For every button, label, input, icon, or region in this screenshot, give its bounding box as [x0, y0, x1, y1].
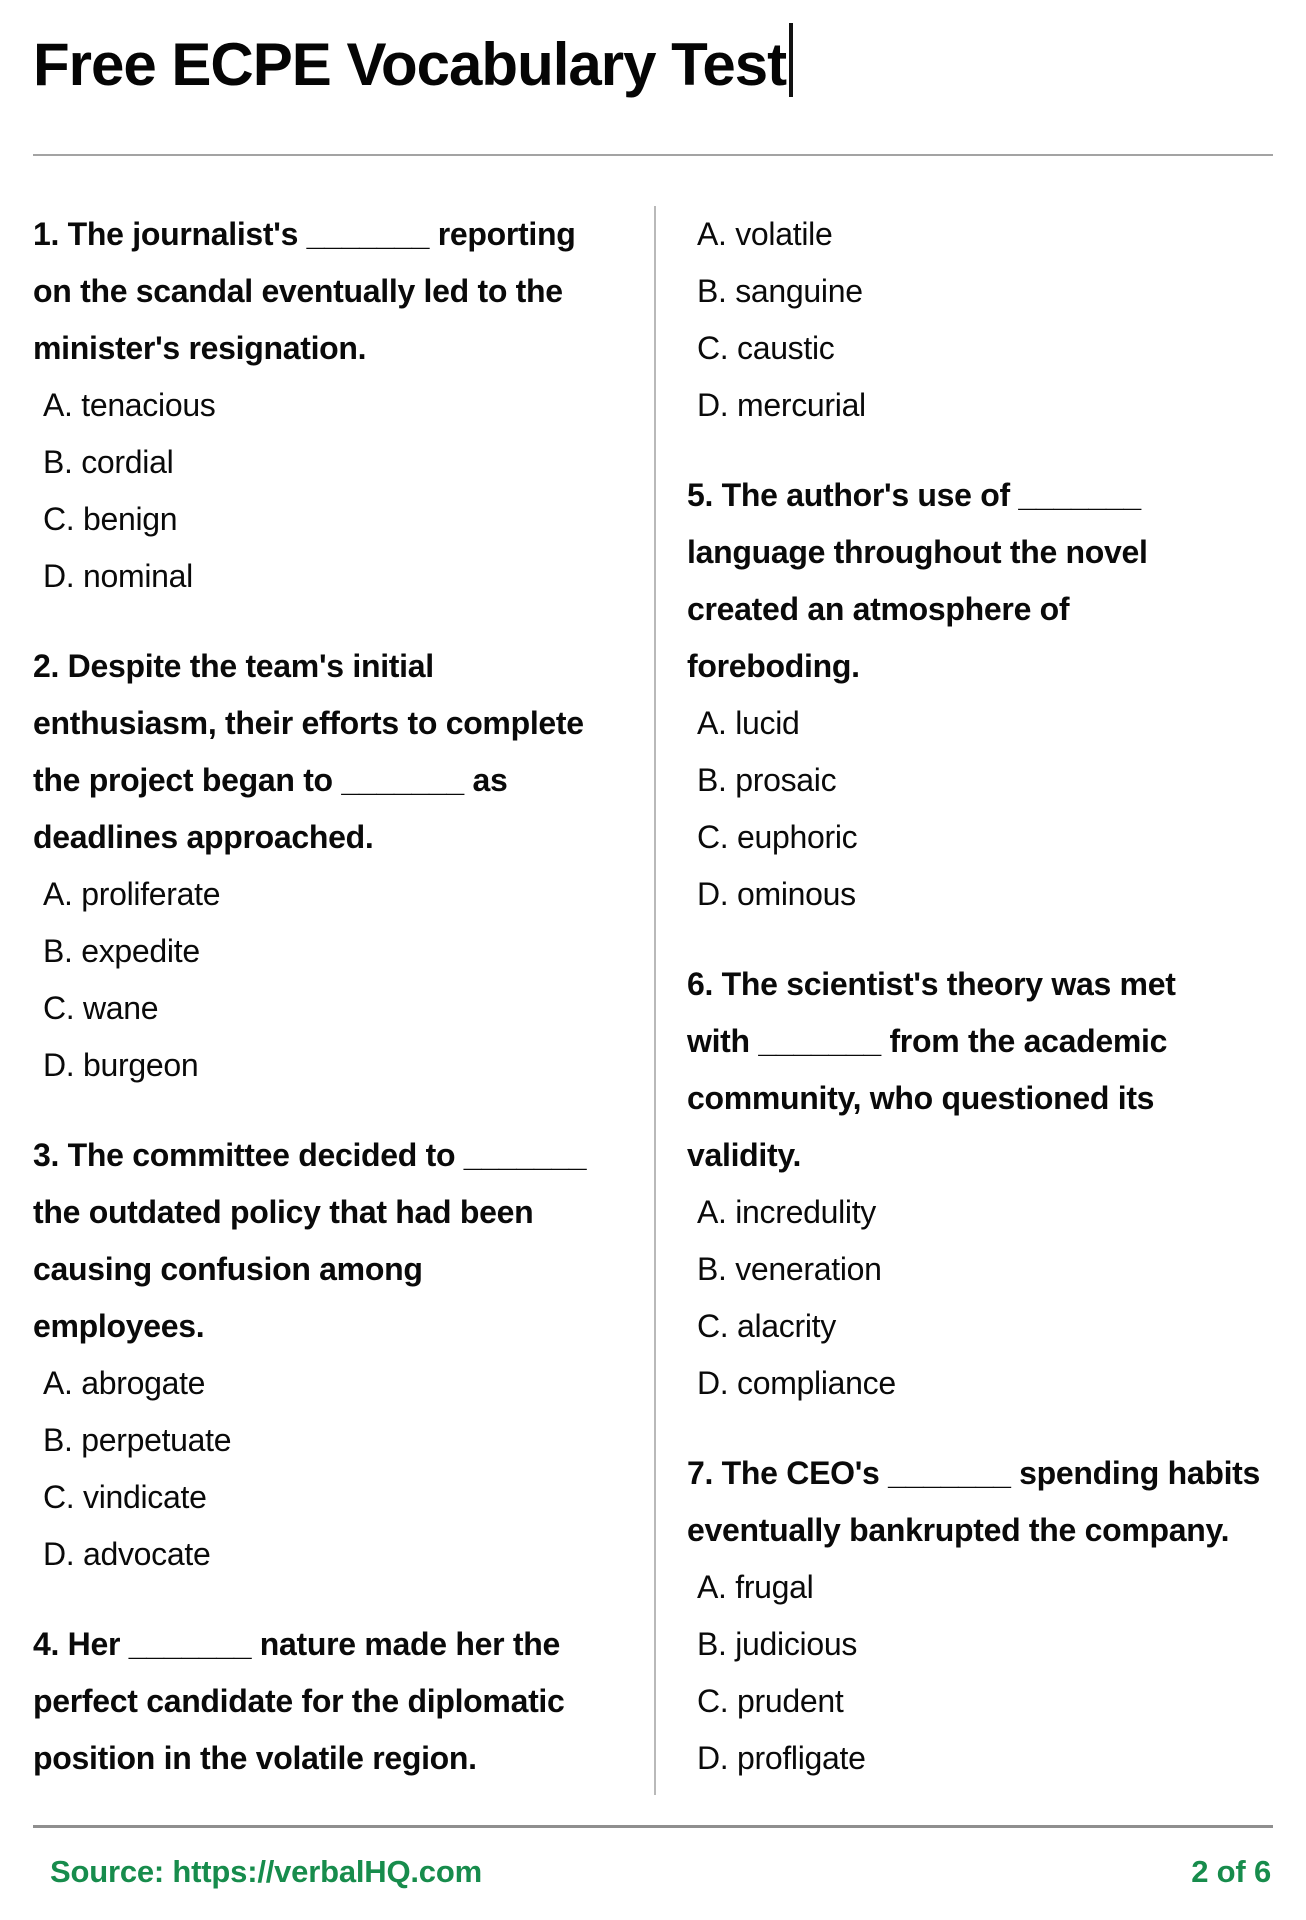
question-line: with _______ from the academic — [687, 1023, 1168, 1059]
question-block — [687, 1445, 1273, 1787]
footer-divider-rule — [33, 1825, 1273, 1828]
page-number: 2 of 6 — [1191, 1854, 1271, 1889]
question-line: community, who questioned its — [687, 1080, 1155, 1116]
question-line: deadlines approached. — [33, 819, 374, 855]
source-link[interactable]: Source: https://verbalHQ.com — [50, 1854, 482, 1889]
question-line: 3. The committee decided to _______ — [33, 1137, 587, 1173]
answer-option: B. sanguine — [697, 273, 863, 309]
answer-option: B. expedite — [43, 933, 200, 969]
question-line: 7. The CEO's _______ spending habits — [687, 1455, 1261, 1491]
question-line: 6. The scientist's theory was met — [687, 966, 1176, 1002]
question-block — [687, 467, 1273, 923]
question-line: perfect candidate for the diplomatic — [33, 1683, 565, 1719]
question-line: created an atmosphere of — [687, 591, 1070, 627]
question-line: minister's resignation. — [33, 330, 367, 366]
question-columns — [33, 206, 1273, 1795]
answer-option: A. volatile — [697, 216, 833, 252]
question-line: enthusiasm, their efforts to complete — [33, 705, 584, 741]
right-column — [656, 206, 1273, 1795]
answer-option: C. wane — [43, 990, 159, 1026]
question-block — [33, 206, 654, 605]
answer-option: D. burgeon — [43, 1047, 199, 1083]
question-line: language throughout the novel — [687, 534, 1148, 570]
answer-option: D. mercurial — [697, 387, 866, 423]
question-line: on the scandal eventually led to the — [33, 273, 563, 309]
question-line: eventually bankrupted the company. — [687, 1512, 1230, 1548]
answer-option: C. caustic — [697, 330, 835, 366]
answer-option: B. prosaic — [697, 762, 837, 798]
question-block — [33, 1127, 654, 1583]
answer-option: B. veneration — [697, 1251, 882, 1287]
answer-option: C. benign — [43, 501, 178, 537]
answer-option: A. incredulity — [697, 1194, 876, 1230]
page-title[interactable]: Free ECPE Vocabulary Test — [33, 31, 787, 98]
answer-option: D. ominous — [697, 876, 856, 912]
answer-option: D. advocate — [43, 1536, 211, 1572]
answer-option: C. alacrity — [697, 1308, 836, 1344]
answer-option: A. proliferate — [43, 876, 221, 912]
answer-option: A. lucid — [697, 705, 800, 741]
question-line: the project began to _______ as — [33, 762, 508, 798]
question-line: validity. — [687, 1137, 802, 1173]
answer-option: B. perpetuate — [43, 1422, 232, 1458]
question-line: the outdated policy that had been — [33, 1194, 534, 1230]
answer-option: B. cordial — [43, 444, 174, 480]
answer-option: A. frugal — [697, 1569, 814, 1605]
footer — [33, 1854, 1273, 1890]
answer-option: D. nominal — [43, 558, 193, 594]
left-column — [33, 206, 654, 1795]
question-block — [687, 206, 1273, 434]
answer-option: A. tenacious — [43, 387, 216, 423]
text-cursor — [789, 23, 793, 97]
title-row — [33, 0, 1273, 98]
answer-option: C. vindicate — [43, 1479, 207, 1515]
question-block — [33, 1616, 654, 1787]
question-line: 1. The journalist's _______ reporting — [33, 216, 576, 252]
question-line: position in the volatile region. — [33, 1740, 477, 1776]
question-line: 4. Her _______ nature made her the — [33, 1626, 560, 1662]
question-line: foreboding. — [687, 648, 860, 684]
answer-option: B. judicious — [697, 1626, 858, 1662]
question-block — [33, 638, 654, 1094]
question-line: causing confusion among — [33, 1251, 423, 1287]
question-line: employees. — [33, 1308, 205, 1344]
answer-option: D. compliance — [697, 1365, 896, 1401]
answer-option: C. prudent — [697, 1683, 844, 1719]
question-line: 5. The author's use of _______ — [687, 477, 1141, 513]
question-line: 2. Despite the team's initial — [33, 648, 434, 684]
answer-option: C. euphoric — [697, 819, 858, 855]
title-divider-rule — [33, 154, 1273, 156]
answer-option: D. profligate — [697, 1740, 866, 1776]
question-block — [687, 956, 1273, 1412]
answer-option: A. abrogate — [43, 1365, 206, 1401]
